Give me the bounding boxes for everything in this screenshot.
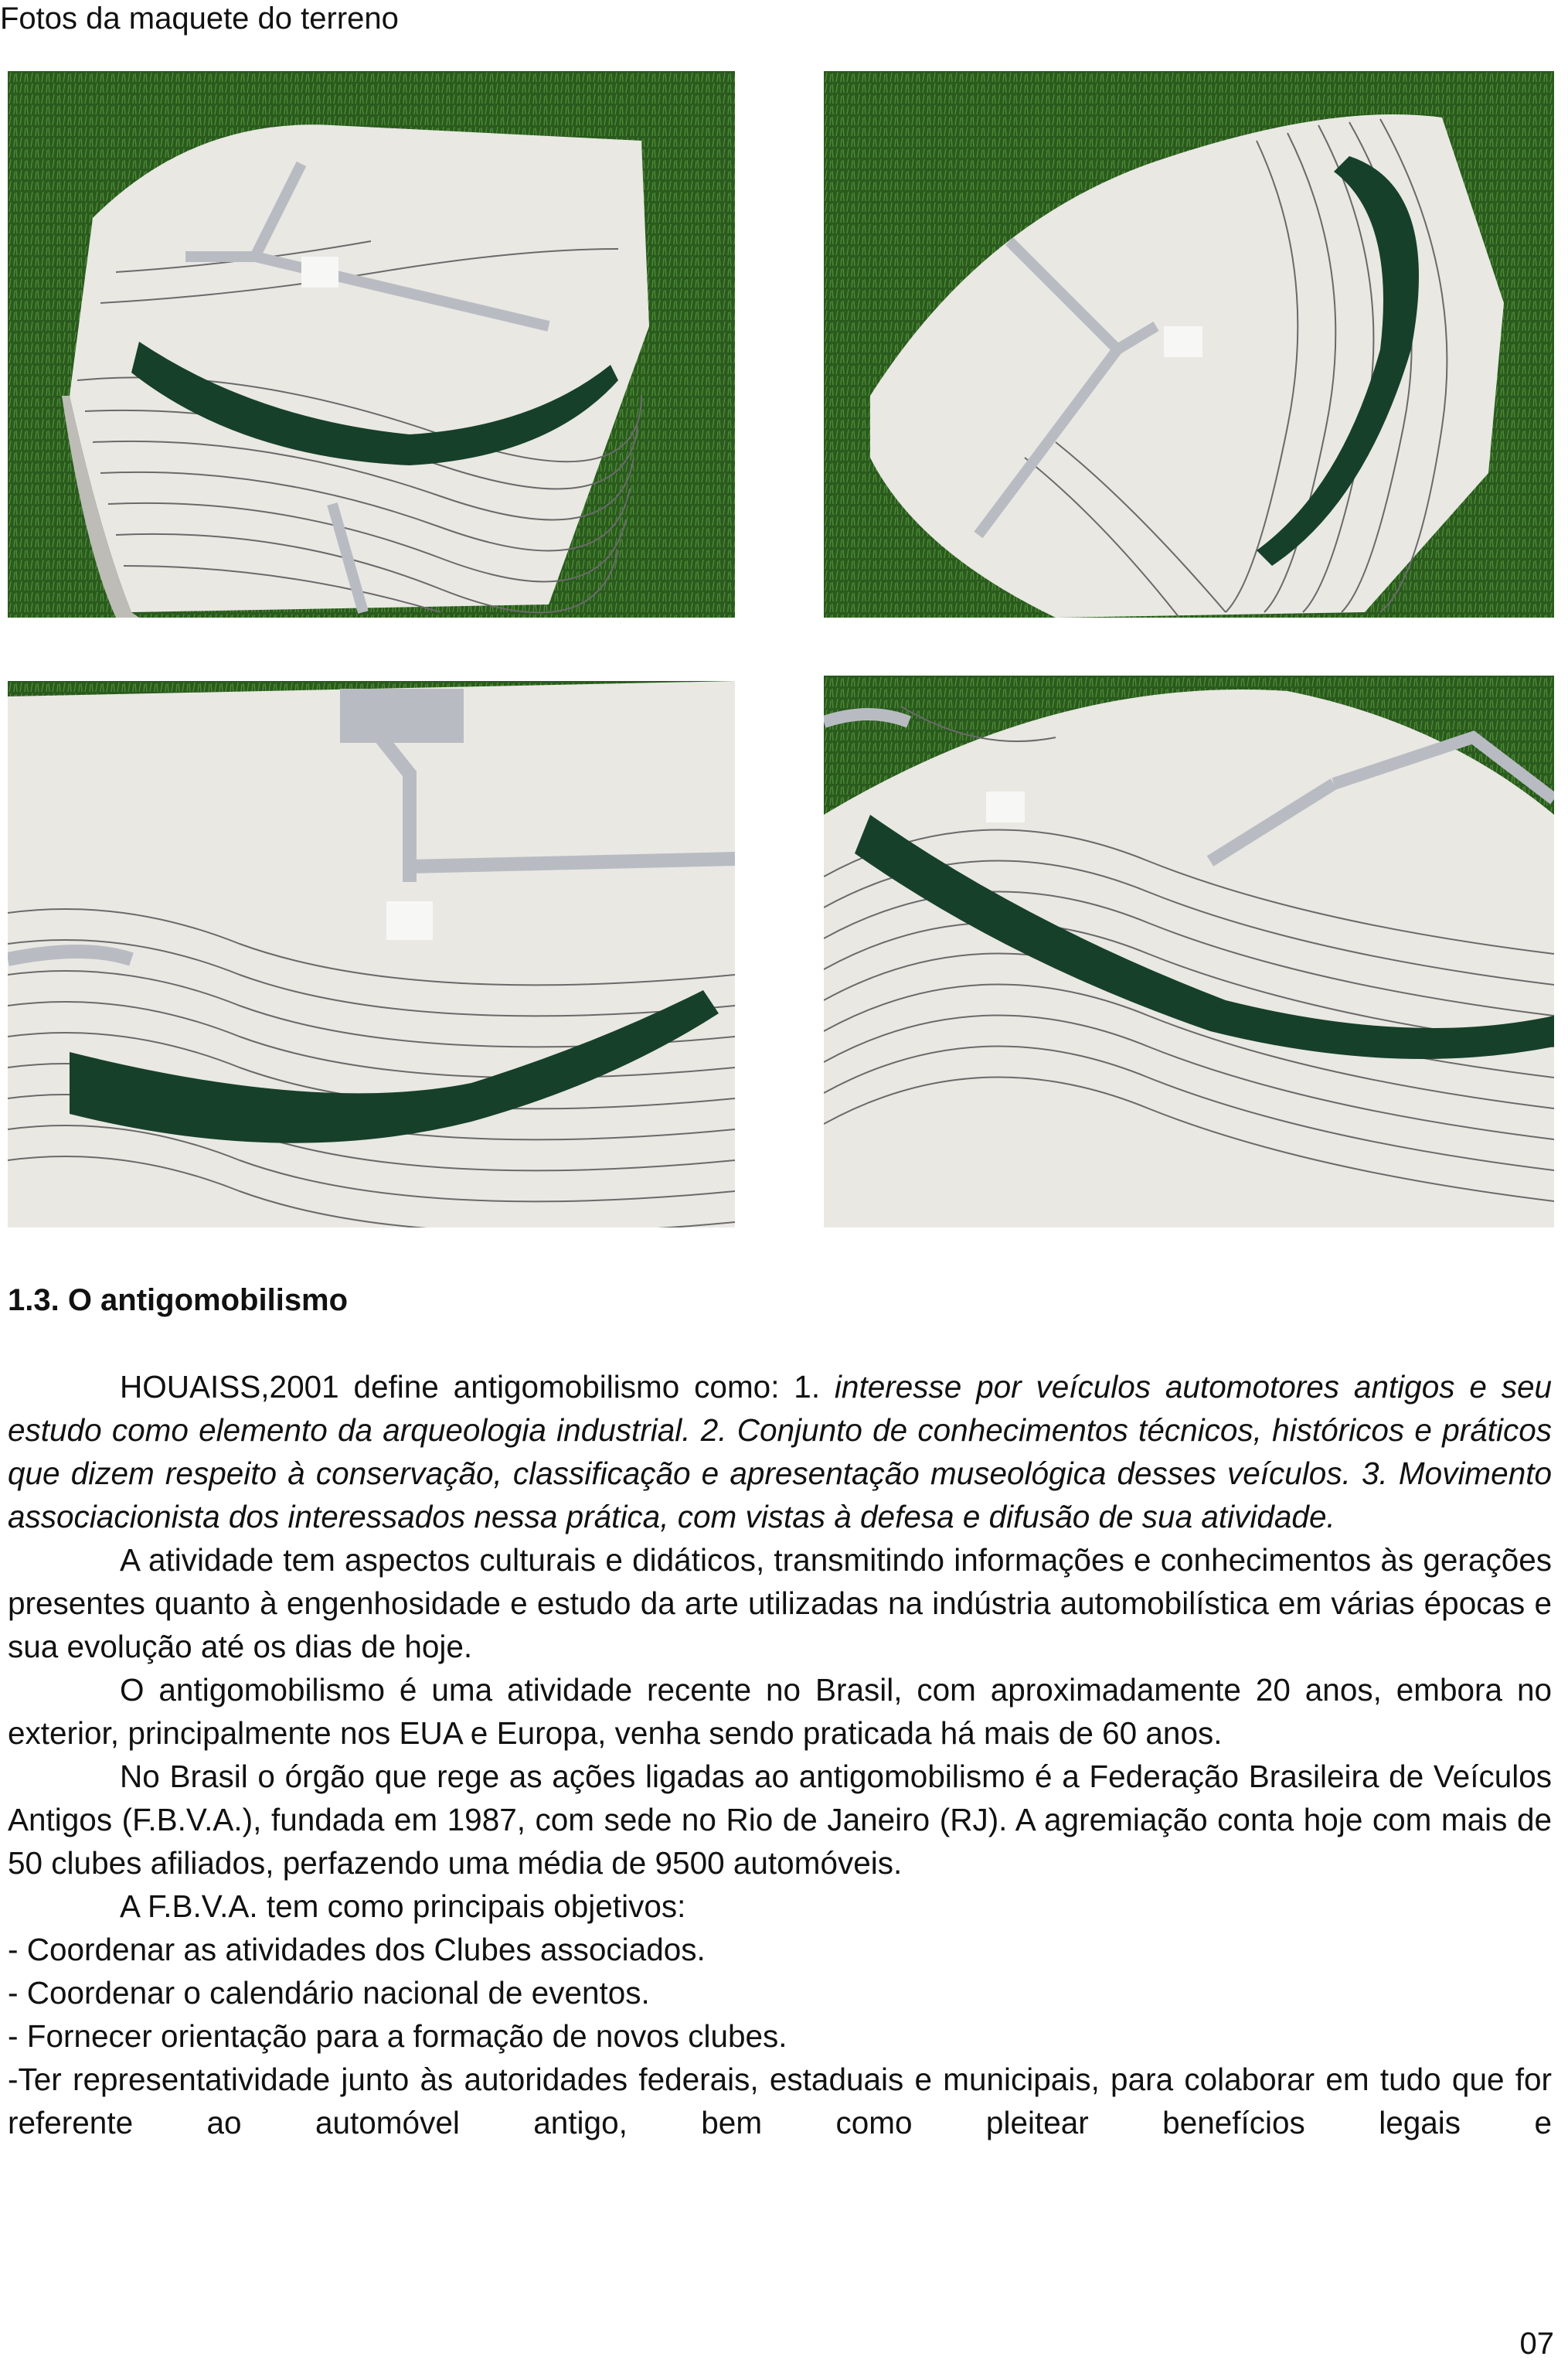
list-item-last: -Ter representatividade junto às autoridades federais, estaduais e municipais, para colaborar em tudo que for referente ao automóvel antigo, bem como pleitear benefícios legais e — [8, 2062, 1552, 2140]
page-title: Fotos da maquete do terreno — [0, 2, 399, 36]
section-heading: 1.3. O antigomobilismo — [8, 1283, 349, 1317]
terrain-model-photo-icon — [824, 71, 1554, 618]
paragraph-activity: A atividade tem aspectos culturais e didáticos, transmitindo informações e conhecimentos às gerações presentes quanto à engenhosidade e estudo da arte utilizadas na indústria automobilística em várias épocas e sua evolução até os dias de hoje. — [8, 1542, 1552, 1664]
terrain-model-photo-icon — [8, 71, 735, 618]
paragraph-history: O antigomobilismo é uma atividade recente no Brasil, com aproximadamente 20 anos, embora no exterior, principalmente nos EUA e Europa, venha sendo praticada há mais de 60 anos. — [8, 1672, 1552, 1751]
terrain-model-photo-icon — [824, 676, 1554, 1228]
body-text — [8, 1365, 1552, 2144]
terrain-model-photo-icon — [8, 681, 735, 1228]
photo-1 — [8, 71, 735, 618]
definition-intro: HOUAISS,2001 define antigomobilismo como: 1. — [120, 1369, 835, 1405]
photo-2 — [824, 71, 1554, 618]
page-number: 07 — [1519, 2327, 1554, 2361]
paragraph-objectives: A F.B.V.A. tem como principais objetivos: — [120, 1888, 686, 1924]
paragraph-definition — [8, 1365, 1552, 1538]
list-item: - Coordenar o calendário nacional de eventos. — [8, 1975, 650, 2011]
list-item: - Coordenar as atividades dos Clubes associados. — [8, 1932, 706, 1967]
paragraph-federation: No Brasil o órgão que rege as ações ligadas ao antigomobilismo é a Federação Brasileira de Veículos Antigos (F.B.V.A.), fundada em 1987, com sede no Rio de Janeiro (RJ). A agremiação conta hoje com mais de 50 clubes afiliados, perfazendo uma média de 9500 automóveis. — [8, 1759, 1552, 1881]
photo-4 — [824, 676, 1554, 1228]
photo-3 — [8, 681, 735, 1228]
list-item: - Fornecer orientação para a formação de novos clubes. — [8, 2018, 787, 2054]
definition-quote: interesse por veículos automotores antigos e seu estudo como elemento da arqueologia industrial. 2. Conjunto de conhecimentos técnicos, históricos e práticos que dizem respeito à conservação, classificação e apresentação museológica desses veículos. 3. Movimento associacionista dos interessados nessa prática, com vistas à defesa e difusão de sua atividade. — [8, 1369, 1552, 1534]
